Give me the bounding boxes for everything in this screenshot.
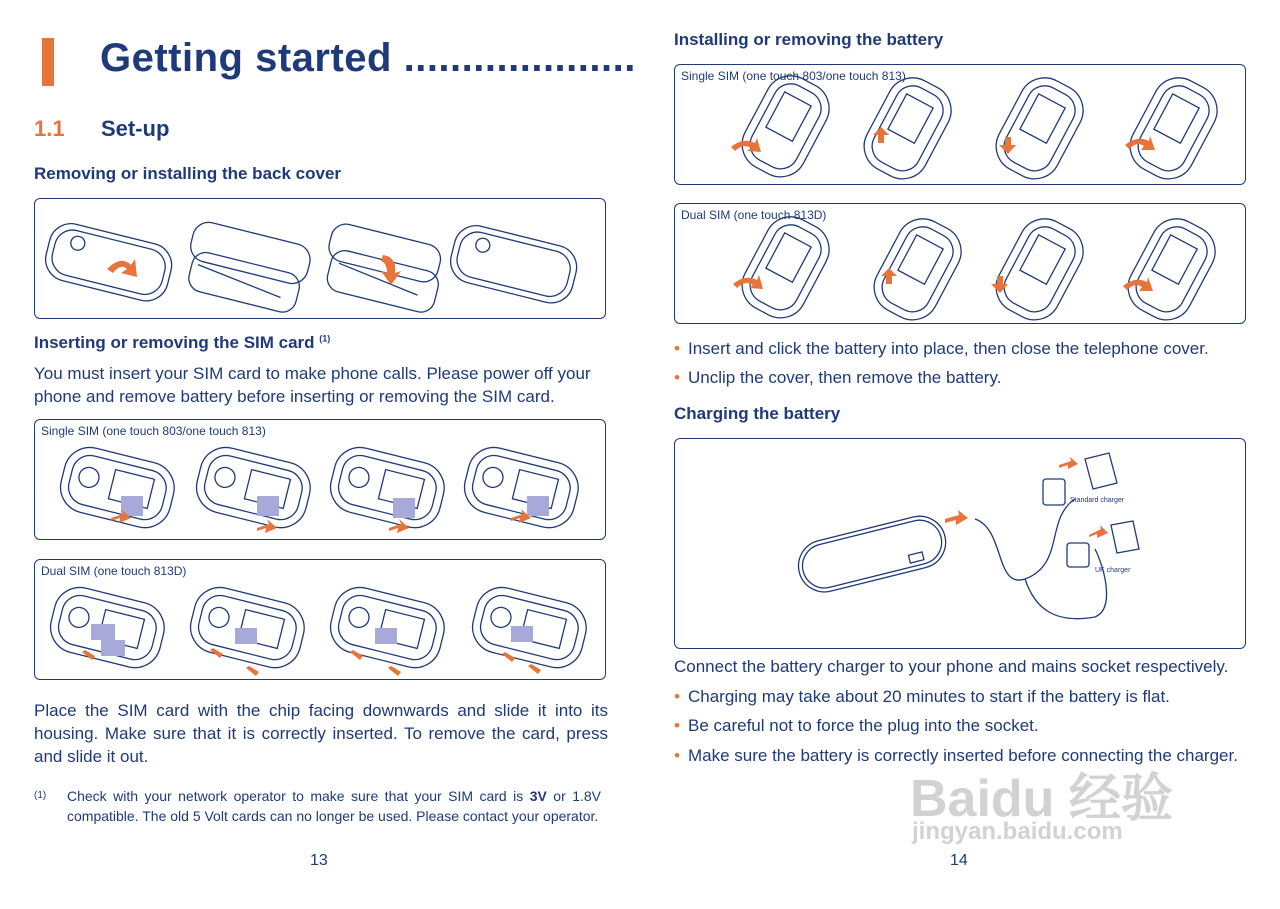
watermark-brand: Baidu — [910, 770, 1055, 828]
footnote-text — [67, 786, 601, 826]
sim-heading — [34, 333, 330, 353]
watermark-url: jingyan.baidu.com — [912, 818, 1123, 845]
charging-bullet-1: • Charging may take about 20 minutes to start if the battery is flat. — [674, 685, 1246, 708]
charging-illustration — [674, 438, 1246, 649]
back-cover-heading: Removing or installing the back cover — [34, 164, 342, 183]
standard-charger-label: Standard charger — [1070, 497, 1125, 504]
sim-intro: You must insert your SIM card to make phone calls. Please power off your phone and remove battery before inserting or removing the SIM card. — [34, 364, 591, 406]
sim-single-illustration — [34, 419, 606, 540]
watermark-cn: 经验 — [1068, 770, 1173, 828]
battery-bullet-1: • Insert and click the battery into place, then close the telephone cover. — [674, 337, 1246, 360]
charging-intro: Connect the battery charger to your phone and mains socket respectively. — [674, 657, 1229, 676]
chapter-marker — [42, 38, 54, 86]
uk-charger-label: UK charger — [1095, 567, 1131, 574]
sim-heading-text: Inserting or removing the SIM card — [34, 333, 315, 352]
back-cover-illustration — [34, 198, 606, 319]
page-number-right: 14 — [950, 852, 968, 869]
footnote-part-d: compatible. The old 5 Volt cards can no longer be used. Please contact your operator. — [67, 808, 599, 824]
battery-dual-illustration — [674, 203, 1246, 324]
sim-instructions: Place the SIM card with the chip facing downwards and slide it into its housing. Make sure that it is correctly inserted. To remove the card, press and slide it out. — [34, 701, 608, 766]
chapter-title: Getting started .................... — [100, 36, 636, 80]
page-number-left: 13 — [310, 852, 328, 869]
sim-dual-label: Dual SIM (one touch 813D) — [41, 564, 187, 578]
battery-single-illustration — [674, 64, 1246, 185]
footnote-part-a: Check with your network operator to make sure that your SIM card is — [67, 788, 530, 804]
battery-dual-label: Dual SIM (one touch 813D) — [681, 208, 827, 222]
charging-bullet-3: • Make sure the battery is correctly inserted before connecting the charger. — [674, 744, 1246, 767]
footnote-part-b: or — [546, 788, 573, 804]
battery-bullet-2: • Unclip the cover, then remove the battery. — [674, 366, 1246, 389]
charging-heading: Charging the battery — [674, 404, 841, 423]
footnote-voltage-1-8v: 1.8V — [572, 788, 601, 804]
sim-dual-illustration — [34, 559, 606, 680]
charging-bullet-2: • Be careful not to force the plug into the socket. — [674, 714, 1246, 737]
footnote-voltage-3v: 3V — [529, 788, 547, 804]
sim-single-label: Single SIM (one touch 803/one touch 813) — [41, 424, 266, 438]
battery-heading: Installing or removing the battery — [674, 30, 944, 49]
section-title: Set-up — [101, 116, 170, 141]
footnote-marker: (1) — [34, 790, 47, 801]
sim-footnote-marker: (1) — [319, 333, 331, 344]
section-number: 1.1 — [34, 116, 65, 141]
battery-single-label: Single SIM (one touch 803/one touch 813) — [681, 69, 906, 83]
